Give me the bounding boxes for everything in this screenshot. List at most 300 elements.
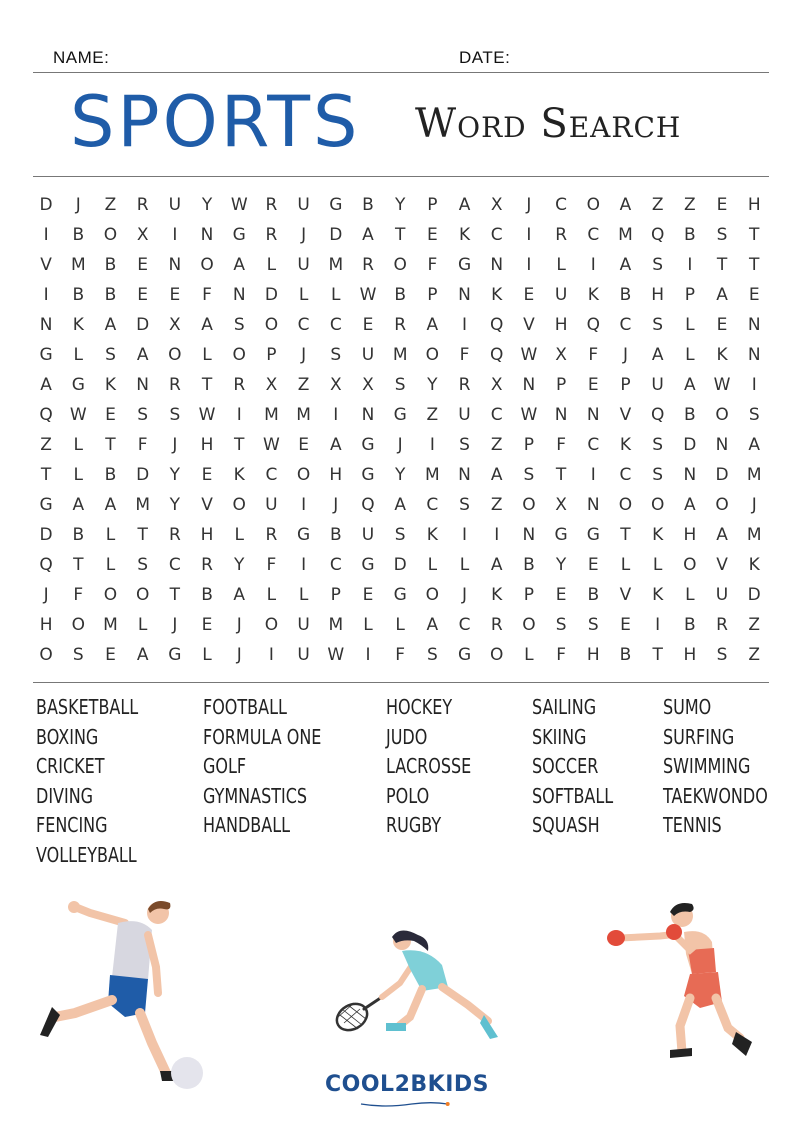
grid-letter: T — [73, 555, 84, 575]
grid-letter: E — [137, 255, 149, 275]
grid-letter: K — [652, 525, 664, 545]
grid-letter: O — [715, 405, 729, 425]
grid-letter: R — [265, 525, 278, 545]
grid-letter: C — [490, 405, 503, 425]
grid-letter: C — [329, 315, 342, 335]
grid-letter: T — [169, 585, 181, 605]
grid-letter: G — [232, 225, 246, 245]
grid-letter: A — [748, 435, 761, 455]
grid-letter: T — [749, 255, 760, 275]
grid-letter: Q — [39, 405, 53, 425]
grid-letter: P — [620, 375, 631, 395]
grid-letter: G — [554, 525, 568, 545]
word-item: FENCING — [36, 813, 108, 838]
grid-letter: O — [168, 345, 182, 365]
grid-letter: M — [135, 495, 150, 515]
grid-letter: G — [393, 405, 407, 425]
grid-letter: O — [232, 495, 246, 515]
grid-letter: V — [201, 495, 213, 515]
grid-letter: I — [494, 525, 500, 545]
grid-letter: E — [716, 195, 728, 215]
word-item: GYMNASTICS — [203, 783, 308, 808]
grid-letter: I — [526, 225, 532, 245]
grid-letter: M — [392, 345, 408, 365]
grid-letter: D — [39, 195, 53, 215]
word-item: SOFTBALL — [532, 783, 614, 808]
grid-letter: S — [523, 465, 535, 485]
grid-letter: O — [522, 495, 536, 515]
grid-letter: S — [394, 375, 406, 395]
grid-letter: M — [328, 255, 344, 275]
grid-letter: Z — [684, 195, 696, 215]
grid-letter: C — [587, 225, 600, 245]
grid-letter: X — [490, 375, 503, 395]
soccer-player-illustration — [30, 895, 220, 1095]
grid-letter: T — [394, 225, 406, 245]
grid-letter: K — [104, 375, 117, 395]
grid-letter: I — [301, 495, 307, 515]
grid-letter: E — [298, 435, 309, 455]
grid-letter: C — [265, 465, 278, 485]
grid-letter: P — [266, 345, 277, 365]
grid-letter: W — [713, 375, 731, 395]
grid-letter: O — [296, 465, 311, 485]
word-item: POLO — [386, 783, 430, 808]
grid-letter: T — [201, 375, 213, 395]
grid-letter: I — [590, 255, 596, 275]
grid-letter: E — [620, 615, 631, 635]
grid-letter: N — [200, 225, 214, 245]
grid-letter: L — [298, 585, 309, 605]
grid-letter: R — [265, 225, 278, 245]
grid-letter: N — [361, 405, 375, 425]
grid-letter: X — [362, 375, 374, 395]
grid-letter: B — [523, 555, 535, 575]
grid-letter: P — [684, 285, 695, 305]
grid-letter: M — [328, 615, 344, 635]
grid-letter: V — [619, 405, 632, 425]
grid-letter: C — [555, 195, 568, 215]
grid-letter: U — [168, 195, 182, 215]
grid-letter: C — [619, 465, 632, 485]
grid-letter: Y — [394, 465, 406, 485]
grid-letter: H — [200, 525, 214, 545]
grid-letter: E — [587, 555, 599, 575]
grid-letter: A — [136, 345, 149, 365]
grid-letter: H — [586, 645, 600, 665]
grid-letter: N — [168, 255, 182, 275]
grid-letter: L — [685, 315, 695, 335]
grid-letter: L — [234, 525, 244, 545]
grid-letter: I — [429, 435, 435, 455]
brand-swoosh-icon — [340, 1100, 470, 1108]
grid-letter: M — [103, 615, 118, 635]
grid-letter: O — [715, 495, 729, 515]
word-item: LACROSSE — [386, 754, 472, 779]
grid-letter: I — [365, 645, 371, 665]
grid-letter: W — [327, 645, 345, 665]
grid-letter: O — [232, 345, 246, 365]
grid-letter: Z — [748, 645, 761, 665]
grid-letter: Z — [490, 435, 503, 455]
grid-letter: J — [75, 195, 81, 215]
grid-letter: U — [265, 495, 278, 515]
word-column — [386, 693, 493, 841]
grid-letter: S — [652, 435, 664, 455]
grid-letter: O — [490, 645, 504, 665]
grid-letter: A — [40, 375, 52, 395]
grid-letter: B — [394, 285, 406, 305]
grid-letter: E — [426, 225, 438, 245]
grid-letter: T — [40, 465, 52, 485]
grid-letter: L — [459, 555, 470, 575]
grid-letter: Q — [650, 405, 665, 425]
grid-letter: O — [200, 255, 214, 275]
grid-letter: A — [72, 495, 85, 515]
grid-letter: S — [169, 405, 181, 425]
grid-letter: U — [297, 255, 310, 275]
grid-letter: M — [264, 405, 279, 425]
grid-letter: G — [361, 465, 375, 485]
grid-letter: N — [458, 285, 471, 305]
word-item: BASKETBALL — [36, 695, 139, 719]
grid-letter: H — [554, 315, 568, 335]
grid-letter: Y — [169, 495, 181, 515]
grid-letter: P — [427, 195, 438, 215]
grid-letter: Q — [39, 555, 53, 575]
word-item: CRICKET — [36, 754, 105, 779]
grid-letter: X — [265, 375, 278, 395]
grid-letter: W — [520, 405, 538, 425]
word-item: SKIING — [532, 724, 587, 749]
word-item: VOLLEYBALL — [36, 842, 137, 867]
grid-letter: L — [363, 615, 373, 635]
grid-letter: J — [236, 615, 242, 635]
letter-grid — [30, 190, 770, 670]
grid-letter: R — [490, 615, 503, 635]
grid-letter: P — [330, 585, 341, 605]
grid-letter: O — [618, 495, 633, 515]
grid-letter: D — [683, 435, 697, 455]
grid-letter: A — [233, 585, 246, 605]
grid-letter: L — [266, 585, 277, 605]
boxer-illustration — [600, 898, 760, 1063]
grid-letter: N — [522, 525, 536, 545]
word-item: SUMO — [663, 695, 712, 719]
grid-letter: N — [136, 375, 150, 395]
grid-letter: W — [263, 435, 280, 455]
grid-letter: Z — [40, 435, 52, 455]
grid-letter: U — [361, 345, 375, 365]
grid-letter: A — [329, 435, 342, 455]
grid-letter: E — [523, 285, 535, 305]
grid-letter: K — [652, 585, 664, 605]
date-label: DATE: — [459, 48, 511, 67]
grid-letter: B — [104, 255, 117, 275]
grid-letter: M — [70, 255, 86, 275]
grid-letter: R — [458, 375, 471, 395]
grid-letter: S — [105, 345, 116, 365]
grid-letter: A — [458, 195, 471, 215]
grid-letter: A — [362, 225, 374, 245]
grid-letter: S — [652, 255, 664, 275]
grid-letter: F — [73, 585, 84, 605]
grid-letter: T — [105, 435, 116, 455]
word-item: HOCKEY — [386, 695, 453, 719]
grid-letter: O — [264, 315, 279, 335]
grid-letter: H — [200, 435, 214, 455]
grid-letter: E — [201, 615, 213, 635]
grid-letter: D — [715, 465, 729, 485]
grid-letter: P — [555, 375, 567, 395]
grid-letter: N — [522, 375, 536, 395]
grid-letter: Z — [748, 615, 761, 635]
grid-letter: E — [555, 585, 567, 605]
grid-letter: S — [330, 345, 342, 365]
grid-letter: L — [556, 255, 566, 275]
grid-letter: F — [266, 555, 277, 575]
grid-letter: R — [265, 195, 278, 215]
word-column — [36, 693, 164, 871]
grid-letter: Y — [427, 375, 438, 395]
grid-letter: M — [296, 405, 311, 425]
grid-letter: R — [394, 315, 407, 335]
grid-letter: I — [751, 375, 757, 395]
grid-letter: L — [427, 555, 438, 575]
grid-letter: F — [395, 645, 406, 665]
grid-letter: A — [426, 315, 439, 335]
word-item: RUGBY — [386, 813, 442, 838]
word-item: JUDO — [386, 724, 428, 749]
grid-letter: A — [104, 495, 117, 515]
grid-letter: I — [333, 405, 339, 425]
grid-letter: N — [586, 405, 600, 425]
grid-letter: S — [233, 315, 245, 335]
grid-letter: I — [268, 645, 274, 665]
grid-letter: J — [397, 435, 403, 455]
grid-letter: J — [301, 345, 307, 365]
grid-letter: H — [683, 645, 697, 665]
grid-letter: W — [69, 405, 87, 425]
grid-letter: N — [586, 495, 600, 515]
grid-letter: L — [137, 615, 148, 635]
grid-letter: R — [168, 525, 181, 545]
grid-letter: E — [716, 315, 728, 335]
grid-letter: A — [104, 315, 117, 335]
grid-letter: L — [105, 555, 116, 575]
grid-letter: S — [555, 615, 567, 635]
page-title: SPORTS — [70, 81, 361, 163]
grid-letter: S — [587, 615, 599, 635]
grid-letter: L — [395, 615, 405, 635]
grid-letter: L — [73, 345, 84, 365]
grid-letter: X — [329, 375, 342, 395]
grid-letter: R — [233, 375, 246, 395]
word-item: TENNIS — [663, 813, 722, 838]
grid-letter: C — [329, 555, 342, 575]
grid-letter: J — [236, 645, 242, 665]
grid-letter: O — [135, 585, 150, 605]
grid-letter: C — [490, 225, 503, 245]
grid-letter: W — [359, 285, 377, 305]
grid-letter: A — [684, 375, 696, 395]
grid-letter: E — [587, 375, 599, 395]
grid-letter: Q — [490, 315, 504, 335]
grid-letter: Z — [297, 375, 310, 395]
grid-letter: E — [362, 585, 374, 605]
grid-letter: B — [684, 405, 696, 425]
grid-letter: O — [103, 225, 118, 245]
grid-letter: G — [39, 345, 53, 365]
grid-letter: V — [523, 315, 535, 335]
grid-letter: A — [201, 315, 213, 335]
grid-letter: R — [201, 555, 213, 575]
grid-letter: B — [619, 645, 632, 665]
word-column — [203, 693, 351, 841]
word-item: SQUASH — [532, 813, 600, 838]
grid-letter: L — [298, 285, 309, 305]
grid-letter: B — [619, 285, 632, 305]
grid-letter: X — [490, 195, 503, 215]
grid-letter: Q — [490, 345, 504, 365]
grid-letter: B — [684, 225, 696, 245]
grid-letter: W — [520, 345, 538, 365]
grid-letter: Y — [555, 555, 567, 575]
grid-letter: R — [716, 615, 728, 635]
grid-letter: I — [462, 315, 468, 335]
grid-letter: D — [329, 225, 343, 245]
grid-letter: I — [236, 405, 242, 425]
word-item: BOXING — [36, 724, 99, 749]
grid-letter: N — [458, 465, 471, 485]
grid-letter: Q — [586, 315, 600, 335]
grid-letter: R — [555, 225, 567, 245]
grid-letter: P — [523, 585, 535, 605]
grid-letter: B — [72, 525, 85, 545]
grid-letter: T — [137, 525, 148, 545]
grid-letter: C — [426, 495, 439, 515]
grid-letter: K — [426, 525, 438, 545]
grid-letter: B — [329, 525, 342, 545]
grid-letter: C — [297, 315, 310, 335]
grid-letter: F — [427, 255, 438, 275]
grid-letter: J — [622, 345, 628, 365]
grid-letter: T — [620, 525, 631, 545]
grid-letter: A — [490, 465, 503, 485]
grid-letter: F — [137, 435, 148, 455]
grid-letter: I — [687, 255, 693, 275]
grid-letter: H — [329, 465, 343, 485]
grid-letter: P — [427, 285, 438, 305]
word-item: GOLF — [203, 754, 247, 779]
grid-letter: N — [490, 255, 504, 275]
grid-letter: B — [684, 615, 696, 635]
grid-letter: B — [104, 285, 117, 305]
grid-letter: X — [169, 315, 181, 335]
grid-letter: S — [748, 405, 760, 425]
grid-letter: Y — [234, 555, 245, 575]
grid-letter: N — [715, 435, 729, 455]
grid-letter: O — [522, 615, 536, 635]
grid-letter: U — [715, 585, 729, 605]
grid-letter: W — [198, 405, 216, 425]
grid-letter: N — [683, 465, 697, 485]
grid-letter: T — [652, 645, 663, 665]
grid-letter: U — [361, 525, 375, 545]
word-item: FORMULA ONE — [203, 724, 322, 749]
grid-letter: D — [747, 585, 761, 605]
grid-letter: S — [72, 645, 84, 665]
grid-letter: A — [651, 345, 664, 365]
grid-letter: M — [425, 465, 440, 485]
grid-letter: U — [297, 645, 310, 665]
grid-letter: E — [105, 645, 116, 665]
grid-letter: O — [650, 495, 665, 515]
grid-letter: Y — [201, 195, 213, 215]
grid-letter: S — [716, 225, 728, 245]
grid-letter: F — [556, 435, 566, 455]
grid-letter: B — [362, 195, 374, 215]
word-item: DIVING — [36, 783, 94, 808]
grid-letter: H — [747, 195, 761, 215]
grid-letter: J — [172, 435, 178, 455]
grid-letter: L — [524, 645, 534, 665]
grid-letter: S — [459, 495, 470, 515]
grid-letter: F — [588, 345, 599, 365]
grid-letter: K — [587, 285, 599, 305]
grid-letter: A — [684, 495, 696, 515]
grid-letter: L — [73, 465, 84, 485]
grid-letter: U — [458, 405, 471, 425]
word-item: HANDBALL — [203, 813, 291, 838]
grid-letter: E — [137, 285, 149, 305]
grid-letter: Z — [426, 405, 439, 425]
grid-letter: K — [233, 465, 245, 485]
grid-letter: J — [462, 585, 468, 605]
grid-letter: Y — [394, 195, 406, 215]
grid-letter: R — [362, 255, 374, 275]
grid-letter: K — [491, 285, 503, 305]
grid-letter: I — [462, 525, 468, 545]
grid-letter: V — [40, 255, 52, 275]
grid-letter: T — [749, 225, 760, 245]
grid-letter: L — [685, 585, 695, 605]
grid-letter: H — [39, 615, 53, 635]
word-item: FOOTBALL — [203, 695, 287, 719]
grid-letter: Q — [650, 225, 665, 245]
grid-letter: I — [301, 555, 307, 575]
grid-letter: L — [620, 555, 631, 575]
grid-letter: O — [71, 615, 85, 635]
grid-letter: J — [751, 495, 757, 515]
grid-letter: E — [362, 315, 374, 335]
grid-letter: K — [748, 555, 760, 575]
grid-letter: P — [523, 435, 535, 455]
word-item: TAEKWONDO — [663, 783, 768, 808]
grid-letter: B — [201, 585, 213, 605]
grid-letter: N — [554, 405, 568, 425]
grid-letter: M — [618, 225, 633, 245]
grid-letter: H — [651, 285, 665, 305]
grid-letter: N — [39, 315, 53, 335]
grid-letter: G — [393, 585, 407, 605]
grid-letter: S — [137, 405, 149, 425]
grid-letter: J — [526, 195, 532, 215]
grid-letter: J — [172, 615, 178, 635]
grid-letter: A — [426, 615, 439, 635]
grid-letter: Z — [490, 495, 503, 515]
grid-letter: I — [43, 225, 49, 245]
